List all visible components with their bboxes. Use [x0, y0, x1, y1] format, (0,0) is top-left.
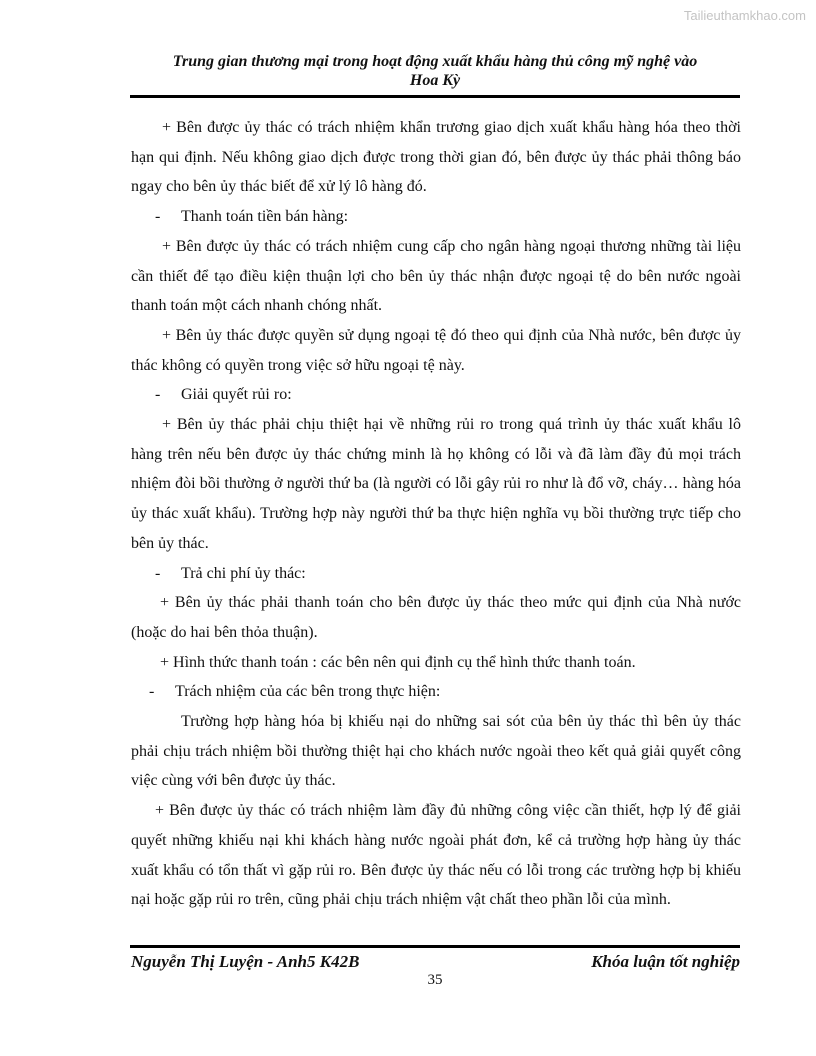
list-item — [131, 559, 741, 589]
dash-bullet: - — [155, 386, 161, 404]
running-footer — [131, 952, 740, 972]
list-item — [131, 380, 741, 410]
paragraph: + Hình thức thanh toán : các bên nên qui định cụ thể hình thức thanh toán. — [160, 653, 636, 671]
list-item-text: Giải quyết rủi ro: — [181, 386, 292, 404]
paragraph: + Bên ủy thác được quyền sử dụng ngoại tệ đó theo qui định của Nhà nước, bên được ủy thác không có quyền trong việc sở hữu ngoại tệ này. — [131, 326, 741, 374]
header-title-line-1: Trung gian thương mại trong hoạt động xuất khẩu hàng thủ công mỹ nghệ vào — [172, 53, 698, 70]
paragraph: + Bên được ủy thác có trách nhiệm khẩn trương giao dịch xuất khẩu hàng hóa theo thời hạn qui định. Nếu không giao dịch được trong thời gian đó, bên được ủy thác phải thông báo ngay cho bên ủy thác biết để xử lý lô hàng đó. — [131, 119, 741, 196]
dash-bullet: - — [155, 208, 161, 226]
page-number: 35 — [427, 972, 443, 988]
watermark-text: Tailieuthamkhao.com — [683, 8, 806, 23]
paragraph: + Bên được ủy thác có trách nhiệm cung cấp cho ngân hàng ngoại thương những tài liệu cần thiết để tạo điều kiện thuận lợi cho bên ủy thác nhận được ngoại tệ do bên nước ngoài thanh toán một cách nhanh chóng nhất. — [131, 237, 741, 315]
list-item-text: Trả chi phí ủy thác: — [181, 564, 306, 582]
page-body — [131, 113, 741, 915]
header-title-line-2: Hoa Kỳ — [409, 72, 461, 89]
list-item — [131, 677, 741, 707]
running-header — [130, 52, 740, 90]
list-item — [131, 202, 741, 232]
header-rule — [130, 95, 740, 98]
dash-bullet: - — [155, 564, 161, 582]
paragraph: Trường hợp hàng hóa bị khiếu nại do những sai sót của bên ủy thác thì bên ủy thác phải chịu trách nhiệm bồi thường thiệt hại cho khách nước ngoài theo kết quả giải quyết công việc cùng với bên được ủy thác. — [131, 713, 741, 790]
paragraph: + Bên ủy thác phải thanh toán cho bên được ủy thác theo mức qui định của Nhà nước (hoặc do hai bên thỏa thuận). — [131, 594, 741, 641]
list-item-text: Thanh toán tiền bán hàng: — [181, 208, 349, 226]
dash-bullet: - — [149, 683, 155, 701]
footer-thesis-label: Khóa luận tốt nghiệp — [591, 952, 740, 971]
list-item-text: Trách nhiệm của các bên trong thực hiện: — [175, 683, 441, 701]
footer-rule — [130, 945, 740, 948]
paragraph: + Bên ủy thác phải chịu thiệt hại về những rủi ro trong quá trình ủy thác xuất khẩu lô hàng trên nếu bên được ủy thác chứng minh là họ không có lỗi và đã làm đầy đủ mọi trách nhiệm đòi bồi thường ở người thứ ba (là người có lỗi gây rủi ro như là đổ vỡ, cháy… hàng hóa ủy thác xuất khẩu). Trường hợp này người thứ ba thực hiện nghĩa vụ bồi thường trực tiếp cho bên ủy thác. — [131, 416, 741, 552]
footer-author: Nguyễn Thị Luyện - Anh5 K42B — [131, 952, 360, 971]
paragraph: + Bên được ủy thác có trách nhiệm làm đầy đủ những công việc cần thiết, hợp lý để giải quyết những khiếu nại khi khách hàng nước ngoài phát đơn, kể cả trường hợp hàng ủy thác xuất khẩu có tổn thất vì gặp rủi ro. Bên được ủy thác nếu có lỗi trong các trường hợp bị khiếu nại hoặc gặp rủi ro trên, cũng phải chịu trách nhiệm vật chất theo phần lỗi của mình. — [131, 802, 741, 909]
